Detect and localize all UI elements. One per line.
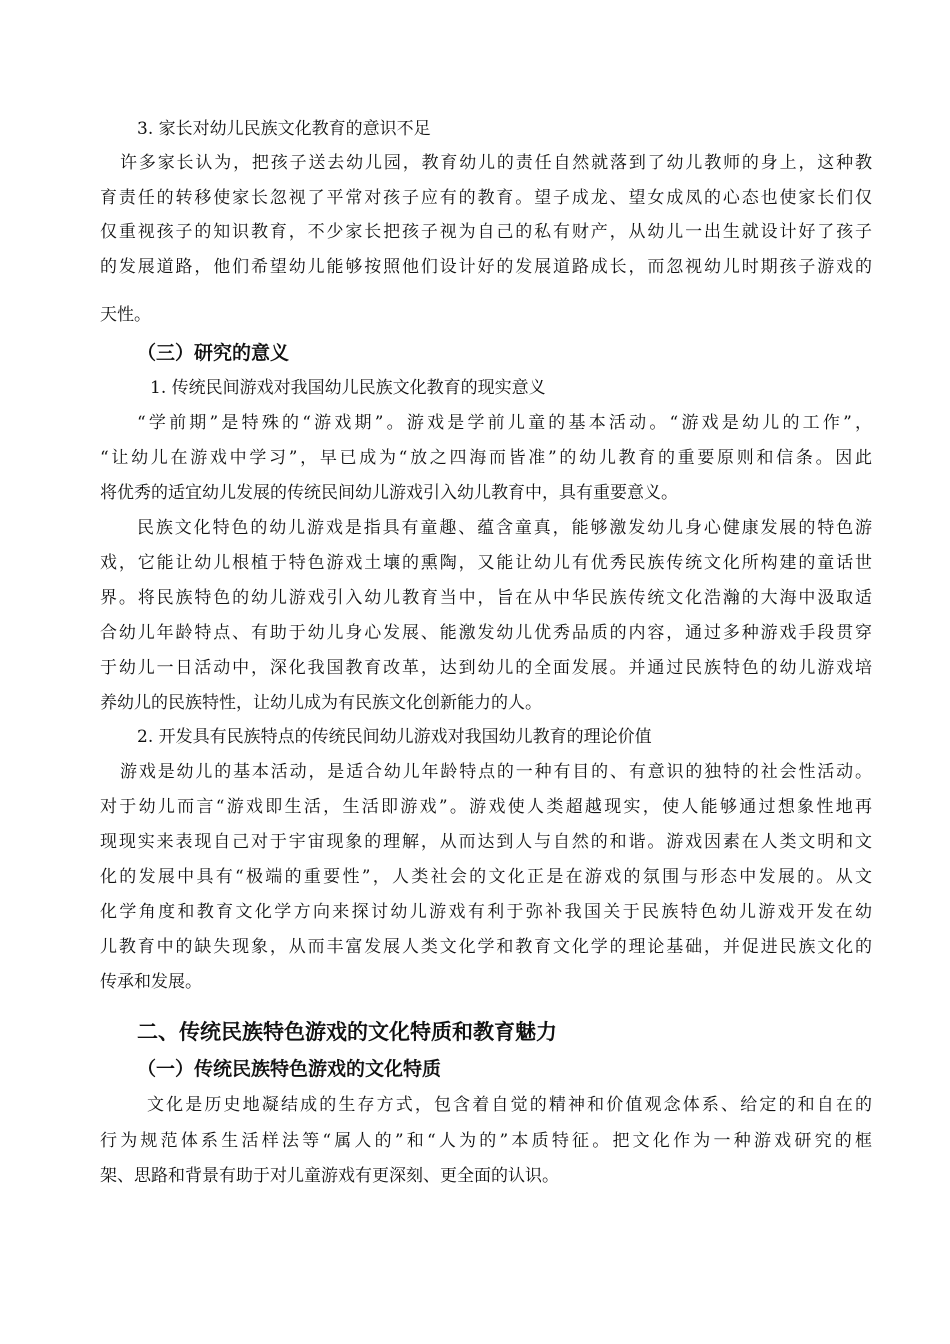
paragraph-line: 现现实来表现自己对于宇宙现象的理解，从而达到人与自然的和谐。游戏因素在人类文明和文 bbox=[100, 832, 872, 852]
paragraph-line: 对于幼儿而言“游戏即生活，生活即游戏”。游戏使人类超越现实，使人能够通过想象性地再 bbox=[100, 797, 872, 817]
subsection-heading-1: 1. 传统民间游戏对我国幼儿民族文化教育的现实意义 bbox=[150, 378, 546, 398]
paragraph-line: 戏，它能让幼儿根植于特色游戏土壤的熏陶，又能让幼儿有优秀民族传统文化所构建的童话世 bbox=[100, 553, 872, 573]
paragraph-line: 合幼儿年龄特点、有助于幼儿身心发展、能激发幼儿优秀品质的内容，通过多种游戏手段贯穿 bbox=[100, 623, 872, 643]
paragraph-line: 传承和发展。 bbox=[100, 972, 202, 992]
paragraph-line: 民族文化特色的幼儿游戏是指具有童趣、蕴含童真，能够激发幼儿身心健康发展的特色游 bbox=[137, 518, 872, 538]
paragraph-line: 化的发展中具有“极端的重要性”，人类社会的文化正是在游戏的氛围与形态中发展的。从文 bbox=[100, 867, 872, 887]
paragraph-line: 架、思路和背景有助于对儿童游戏有更深刻、更全面的认识。 bbox=[100, 1166, 559, 1186]
paragraph-line: 文化是历史地凝结成的生存方式，包含着自觉的精神和价值观念体系、给定的和自在的 bbox=[147, 1095, 872, 1115]
paragraph-line: 育责任的转移使家长忽视了平常对孩子应有的教育。望子成龙、望女成凤的心态也使家长们仅 bbox=[100, 188, 872, 208]
paragraph-line: “学前期”是特殊的“游戏期”。游戏是学前儿童的基本活动。“游戏是幼儿的工作”， bbox=[137, 413, 872, 433]
paragraph-line: 仅重视孩子的知识教育，不少家长把孩子视为自己的私有财产，从幼儿一出生就设计好了孩子 bbox=[100, 222, 872, 242]
paragraph-line: 许多家长认为，把孩子送去幼儿园，教育幼儿的责任自然就落到了幼儿教师的身上，这种教 bbox=[120, 153, 872, 173]
subsection-heading-2: 2. 开发具有民族特点的传统民间幼儿游戏对我国幼儿教育的理论价值 bbox=[137, 727, 652, 747]
paragraph-line: “让幼儿在游戏中学习”，早已成为“放之四海而皆准”的幼儿教育的重要原则和信条。因此 bbox=[100, 448, 872, 468]
section-heading-cultural-traits: （一）传统民族特色游戏的文化特质 bbox=[137, 1058, 442, 1080]
paragraph-line: 养幼儿的民族特性，让幼儿成为有民族文化创新能力的人。 bbox=[100, 693, 542, 713]
paragraph-line: 天性。 bbox=[100, 305, 151, 325]
paragraph-line: 行为规范体系生活样法等“属人的”和“人为的”本质特征。把文化作为一种游戏研究的框 bbox=[100, 1131, 872, 1151]
paragraph-line: 儿教育中的缺失现象，从而丰富发展人类文化学和教育文化学的理论基础，并促进民族文化的 bbox=[100, 937, 872, 957]
paragraph-line: 游戏是幼儿的基本活动，是适合幼儿年龄特点的一种有目的、有意识的独特的社会性活动。 bbox=[120, 762, 872, 782]
chapter-heading: 二、传统民族特色游戏的文化特质和教育魅力 bbox=[137, 1019, 557, 1044]
paragraph-line: 将优秀的适宜幼儿发展的传统民间幼儿游戏引入幼儿教育中，具有重要意义。 bbox=[100, 483, 678, 503]
paragraph-line: 于幼儿一日活动中，深化我国教育改革，达到幼儿的全面发展。并通过民族特色的幼儿游戏培 bbox=[100, 658, 872, 678]
subsection-heading-3: 3. 家长对幼儿民族文化教育的意识不足 bbox=[137, 119, 431, 139]
paragraph-line: 界。将民族特色的幼儿游戏引入幼儿教育当中，旨在从中华民族传统文化浩瀚的大海中汲取适 bbox=[100, 588, 872, 608]
paragraph-line: 化学角度和教育文化学方向来探讨幼儿游戏有利于弥补我国关于民族特色幼儿游戏开发在幼 bbox=[100, 902, 872, 922]
section-heading-research-significance: （三）研究的意义 bbox=[137, 342, 290, 364]
paragraph-line: 的发展道路，他们希望幼儿能够按照他们设计好的发展道路成长，而忽视幼儿时期孩子游戏的 bbox=[100, 257, 872, 277]
